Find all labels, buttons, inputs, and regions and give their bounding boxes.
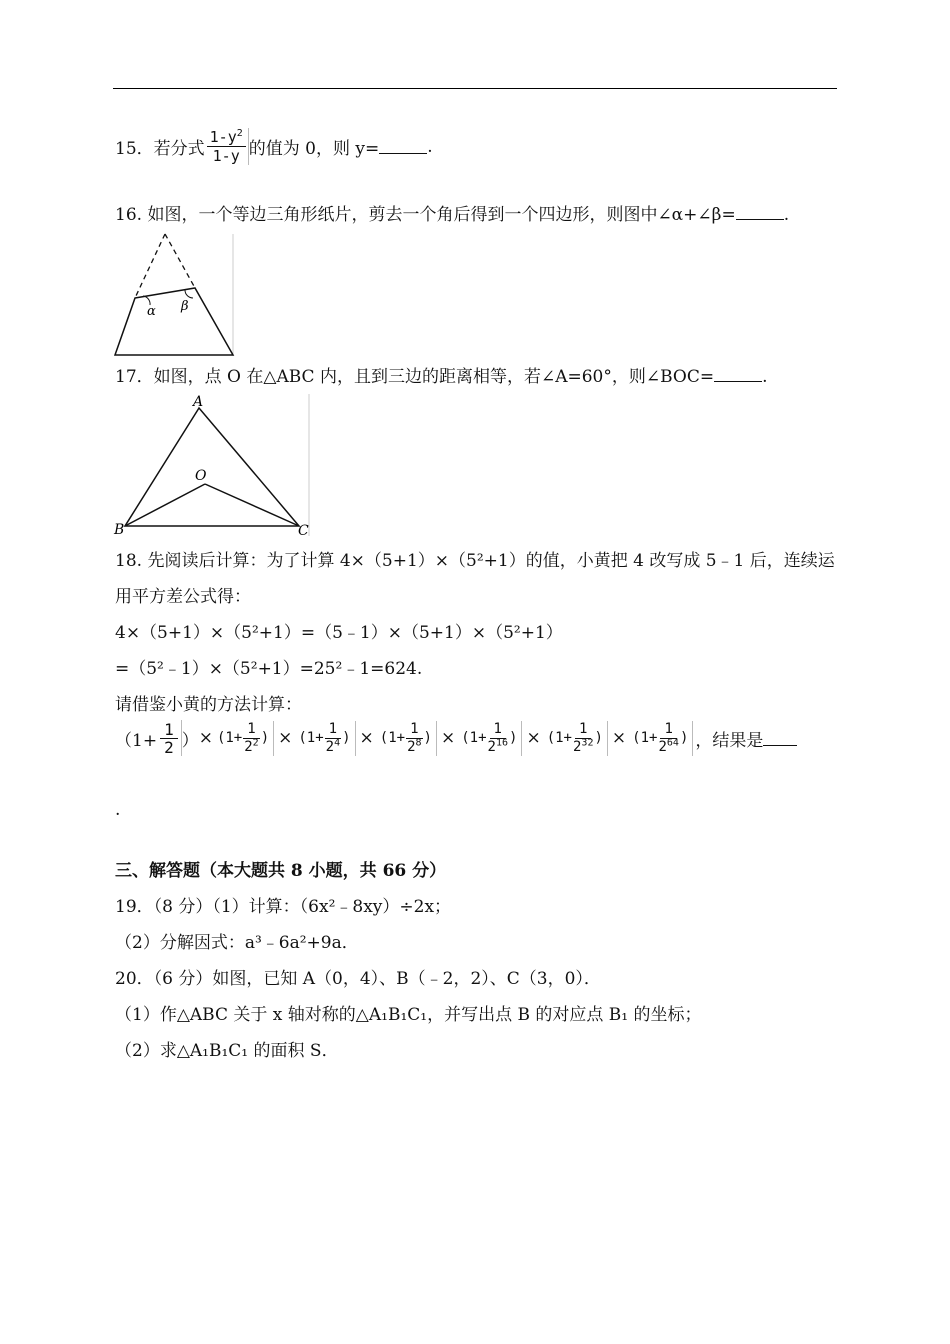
q16-figure [113, 232, 238, 358]
times-sign: × [526, 728, 541, 748]
question-19-line1: 19．（8 分）（1）计算：（6x²﹣8xy）÷2x； [115, 897, 452, 917]
q17-answer-blank [714, 367, 762, 382]
q16-answer-blank [736, 205, 784, 220]
product-term: (1+ $\frac{1}{2^{32}}$ ) [543, 721, 608, 756]
segment-bo [125, 484, 205, 526]
q18-product-expression: （1+ $\frac{1}{2}$ ） × (1+ $\frac{1}{2^2}$ ) × (1+ $\frac{1}{2^4}$ ) × (1+ $\frac{1}{2^8}$ ) × (1+ $\frac{1}{2^{16}}$ ) × (1+ $\frac{1}{2^{32}}$ ) × (1+ $\frac{1}{2^{64}}$ ) ，结果是 [115, 720, 797, 756]
times-sign: × [359, 728, 374, 748]
q15-prefix: 15．若分式 [115, 139, 205, 159]
product-term: (1+ $\frac{1}{2^8}$ ) [376, 721, 437, 756]
beta-label: β [181, 299, 189, 314]
label-a: A [193, 394, 204, 410]
question-18-line1: 18. 先阅读后计算：为了计算 4×（5+1）×（5²+1）的值，小黄把 4 改写成 5﹣1 后，连续运 [115, 551, 835, 571]
q18-answer-blank [763, 731, 797, 746]
q18-end-dot: . [115, 800, 121, 820]
label-o: O [195, 468, 207, 484]
q15-fraction: $\frac{1-y^2}{1-y}$ [205, 128, 249, 165]
product-term: (1+ $\frac{1}{2^{64}}$ ) [628, 721, 693, 756]
times-sign: × [278, 728, 293, 748]
question-18-line2: 用平方差公式得： [115, 587, 251, 607]
section-3-title: 三、解答题（本大题共 8 小题，共 66 分） [115, 861, 447, 881]
segment-oc [205, 484, 299, 526]
question-17: 17．如图，点 O 在△ABC 内，且到三边的距离相等，若∠A=60°，则∠BOC= . [115, 367, 768, 387]
first-fraction: $\frac{1}{2}$ [157, 720, 182, 756]
question-15: 15．若分式 $\frac{1-y^2}{1-y}$ 的值为 0，则 y= . [115, 128, 433, 165]
times-sign: × [611, 728, 627, 748]
question-19-line2: （2）分解因式：a³﹣6a²+9a． [115, 933, 359, 953]
question-18-line4: =（5²﹣1）×（5²+1）=25²﹣1=624. [115, 659, 423, 679]
q15-answer-blank [379, 139, 427, 154]
question-16: 16. 如图，一个等边三角形纸片，剪去一个角后得到一个四边形，则图中∠α+∠β= . [115, 205, 790, 225]
question-20-line3: （2）求△A₁B₁C₁ 的面积 S． [115, 1041, 339, 1061]
question-20-line2: （1）作△ABC 关于 x 轴对称的△A₁B₁C₁，并写出点 B 的对应点 B₁ 的坐标； [115, 1005, 702, 1025]
product-term: (1+ $\frac{1}{2^4}$ ) [294, 721, 355, 756]
quadrilateral [115, 288, 233, 355]
q17-figure [113, 392, 313, 538]
question-20-line1: 20．（6 分）如图，已知 A（0，4）、B（﹣2，2）、C（3，0）． [115, 969, 601, 989]
label-b: B [114, 522, 125, 538]
question-18-line5: 请借鉴小黄的方法计算： [115, 695, 302, 715]
cut-corner-right-dashed [165, 234, 195, 288]
product-term: (1+ $\frac{1}{2^2}$ ) [213, 721, 274, 756]
times-sign: × [440, 728, 456, 748]
header-rule [113, 88, 837, 89]
label-c: C [298, 523, 309, 538]
q15-suffix: 的值为 0，则 y= [248, 139, 380, 159]
alpha-label: α [147, 304, 156, 319]
cut-corner-left-dashed [135, 234, 165, 298]
triangle-abc [125, 408, 299, 526]
question-18-line3: 4×（5+1）×（5²+1）=（5﹣1）×（5+1）×（5²+1） [115, 623, 563, 643]
product-term: (1+ $\frac{1}{2^{16}}$ ) [457, 721, 522, 756]
